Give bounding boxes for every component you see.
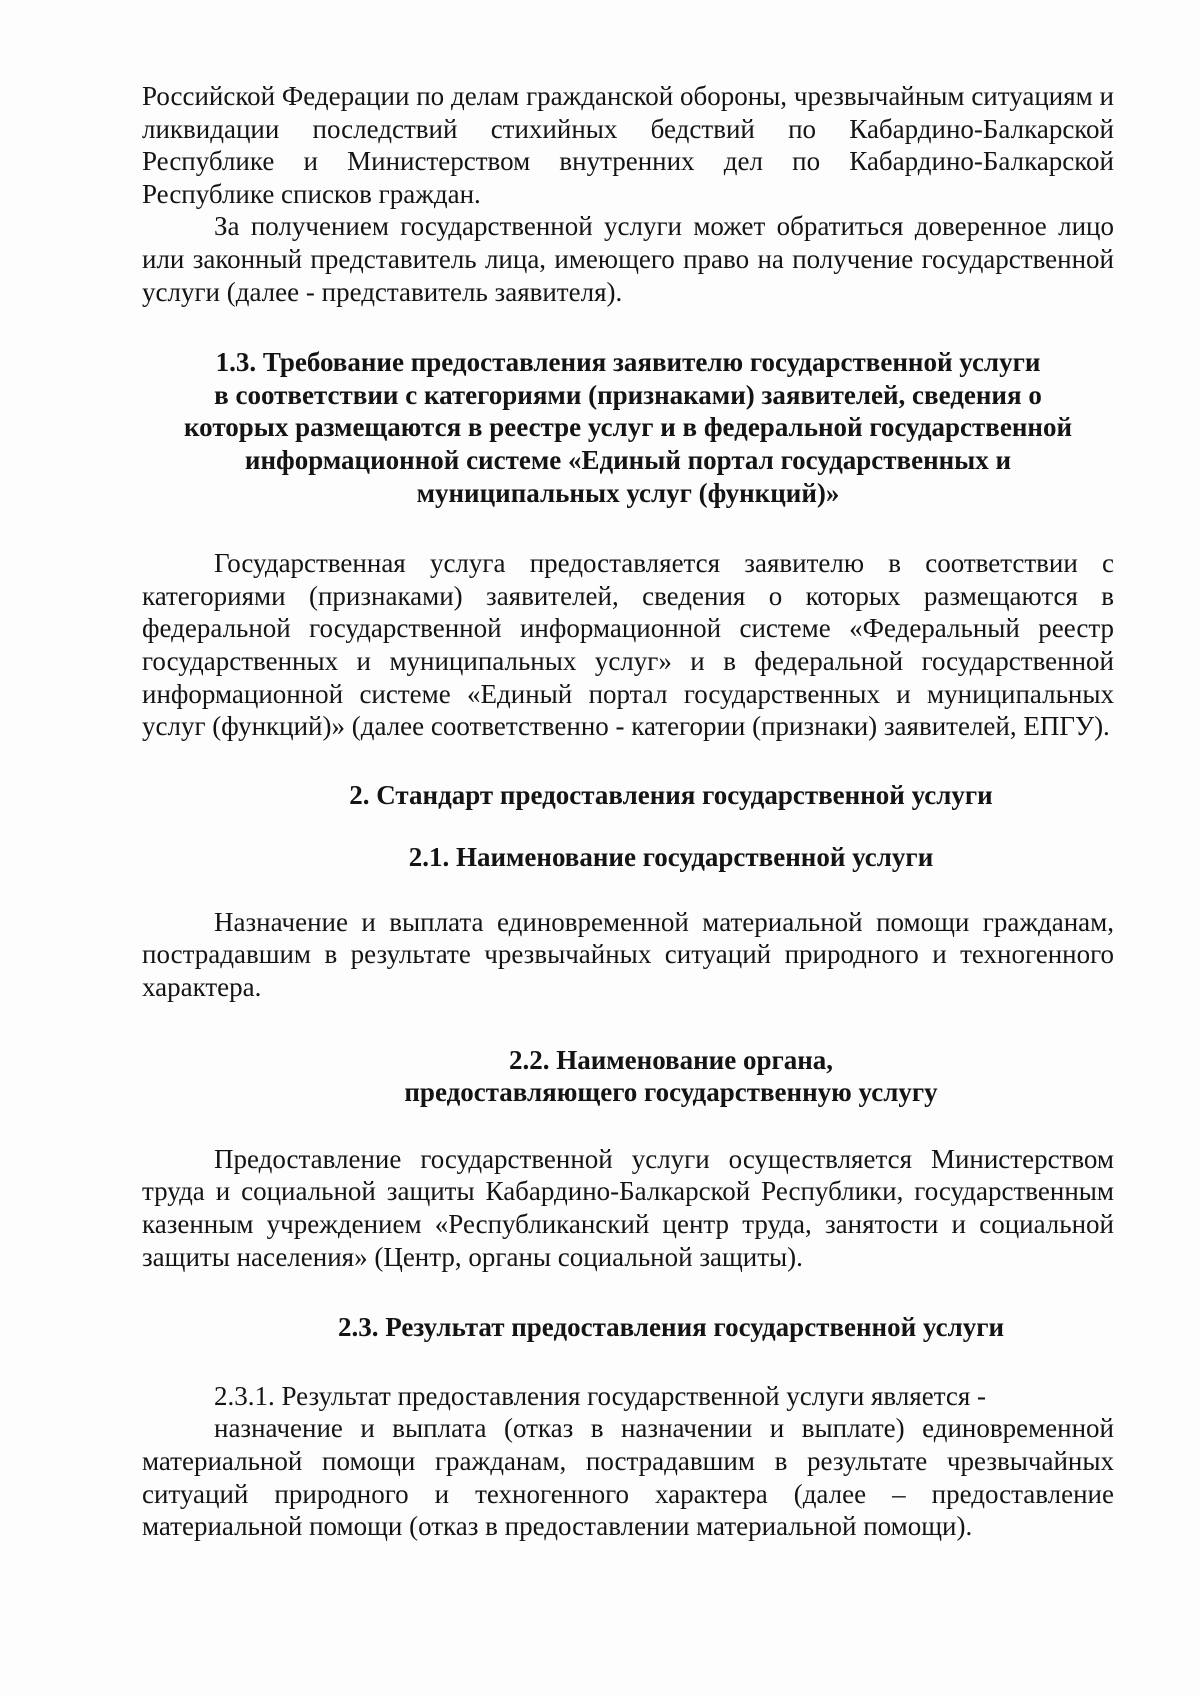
- section-2-2-heading: [142, 1044, 1114, 1109]
- section-2-heading: 2. Стандарт предоставления государственной услуги: [349, 779, 993, 810]
- section-2-1-body: Назначение и выплата единовременной материальной помощи гражданам, пострадавшим в результате чрезвычайных ситуаций природного и техногенного характера.: [142, 906, 1114, 1003]
- section-2-2-heading-line: 2.2. Наименование органа,: [508, 1044, 834, 1075]
- section-1-3-heading: [142, 346, 1114, 509]
- section-1-3-body: Государственная услуга предоставляется заявителю в соответствии с категориями (признаками) заявителей, сведения о которых размещаются в федеральной государственной информационной системе «Федеральный реестр государственных и муниципальных услуг» и в федеральной государственной информационной системе «Единый портал государственных и муниципальных услуг (функций)» (далее соответственно - категории (признаки) заявителей, ЕПГУ).: [142, 548, 1114, 742]
- section-2-1-heading: 2.1. Наименование государственной услуги: [408, 842, 934, 873]
- section-2-3-heading: 2.3. Результат предоставления государственной услуги: [337, 1312, 1005, 1343]
- section-1-3-heading-line: в соответствии с категориями (признаками) заявителей, сведения о: [214, 379, 1042, 410]
- document-body: [142, 80, 1114, 1543]
- section-2-3-body: назначение и выплата (отказ в назначении и выплате) единовременной материальной помощи гражданам, пострадавшим в результате чрезвычайных ситуаций природного и техногенного характера (далее – предоставление материальной помощи (отказ в предоставлении материальной помощи).: [142, 1413, 1114, 1542]
- paragraph-representative: За получением государственной услуги может обратиться доверенное лицо или законный представитель лица, имеющего право на получение государственной услуги (далее - представитель заявителя).: [142, 211, 1114, 307]
- section-1-3-heading-line: которых размещаются в реестре услуг и в федеральной государственной: [183, 412, 1073, 443]
- section-2-3-1-item: 2.3.1. Результат предоставления государственной услуги является -: [214, 1380, 986, 1411]
- section-1-3-heading-line: 1.3. Требование предоставления заявителю государственной услуги: [215, 347, 1041, 378]
- section-2-2-body: Предоставление государственной услуги осуществляется Министерством труда и социальной защиты Кабардино-Балкарской Республики, государственным казенным учреждением «Республиканский центр труда, занятости и социальной защиты населения» (Центр, органы социальной защиты).: [142, 1143, 1114, 1272]
- section-2-2-heading-line: предоставляющего государственную услугу: [404, 1077, 938, 1108]
- section-1-3-heading-line: муниципальных услуг (функций)»: [416, 477, 840, 508]
- paragraph-intro: Российской Федерации по делам гражданской обороны, чрезвычайным ситуациям и ликвидации последствий стихийных бедствий по Кабардино-Балкарской Республике и Министерством внутренних дел по Кабардино-Балкарской Республике списков граждан.: [142, 81, 1114, 209]
- section-1-3-heading-line: информационной системе «Единый портал государственных и: [244, 444, 1012, 475]
